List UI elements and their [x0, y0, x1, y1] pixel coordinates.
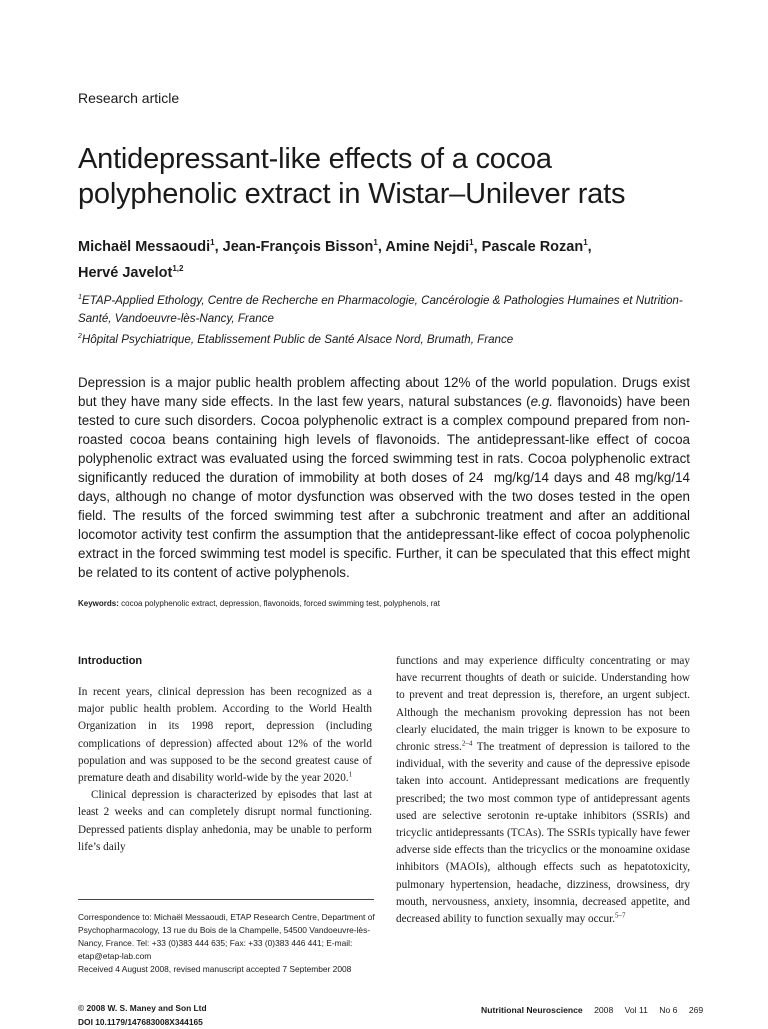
- keywords-label: Keywords:: [78, 599, 119, 608]
- author-name: Michaël Messaoudi: [78, 238, 211, 255]
- keywords-text: cocoa polyphenolic extract, depression, flavonoids, forced swimming test, polyphenols, rat: [121, 599, 440, 608]
- intro-paragraph-continued: functions and may experience difficulty concentrating or may have recurrent thoughts of death or suicide. Understanding how to prevent and treat depression is, therefore, an urgent subject. Although the mechanism provoking depression has not been clearly elucidated, the main trigger is known to be exposure to chronic stress.$^{2-4}$ The treatment of depression is tailored to the individual, with the severity and cause of the depressive episode taken into account. Antidepressant medications are frequently prescribed; the two most common type of antidepressant agents used are selective serotonin re-uptake inhibitors (SSRIs) and tricyclic antidepressants (TCAs). The SSRIs typically have fewer adverse side effects than the tricyclics or the monoamine oxidase inhibitors (MAOIs), although effects such as hepatotoxicity, pulmonary hypertension, headache, dizziness, drowsiness, dry mouth, nervousness, anxiety, insomnia, decreased appetite, and decreased ability to function sexually may occur.$^{5-7}$: [396, 655, 690, 926]
- copyright-line: © 2008 W. S. Maney and Son Ltd: [78, 1003, 207, 1013]
- section-heading: Introduction: [78, 655, 143, 667]
- footnote-divider: [78, 899, 374, 900]
- author-name: Hervé Javelot: [78, 264, 173, 281]
- journal-name: Nutritional Neuroscience: [481, 1005, 583, 1015]
- author-affiliation-mark: 1: [583, 238, 588, 247]
- footer-number: No 6: [659, 1005, 678, 1015]
- author-name: Amine Nejdi: [385, 238, 470, 255]
- author-name: Pascale Rozan: [481, 238, 584, 255]
- citation-ref: 2–4: [461, 739, 473, 748]
- author-affiliation-mark: 1: [469, 238, 474, 247]
- author-affiliation-mark: 1: [210, 238, 215, 247]
- affiliation-1: $^1$ETAP-Applied Ethology, Centre de Recherche en Pharmacologie, Cancérologie & Pathologies Humaines et Nutrition-Santé, Vandoeuvre-lès-Nancy, France: [78, 293, 683, 325]
- abstract-eg: e.g.: [530, 394, 553, 409]
- left-column: [78, 655, 372, 856]
- footer-volume: Vol 11: [624, 1005, 648, 1015]
- right-column: [396, 653, 690, 928]
- affiliation-2: $^2$Hôpital Psychiatrique, Etablissement Public de Santé Alsace Nord, Brumath, France: [78, 332, 514, 346]
- author-name: Jean-François Bisson: [222, 238, 374, 255]
- author-affiliation-mark: 1,2: [172, 263, 184, 273]
- intro-paragraph-1: In recent years, clinical depression has been recognized as a major public health problem. According to the World Health Organization in its 1998 report, depression (including complications of depression) affected about 12% of the world population and was supposed to be the second greatest cause of premature death and disability world-wide by the year 2020.$^1$: [78, 686, 372, 785]
- abstract: Depression is a major public health problem affecting about 12% of the world population. Drugs exist but they have many side effects. In the last few years, natural substances (e.g. flavonoids) have been tested to cure such disorders. Cocoa polyphenolic extract is a complex compound prepared from non-roasted cocoa beans containing high levels of flavonoids. The antidepressant-like effect of cocoa polyphenolic extract was evaluated using the forced swimming test in rats. Cocoa polyphenolic extract significantly reduced the duration of immobility at both doses of 24 mg/kg/14 days and 48 mg/kg/14 days, although no change of motor dysfunction was observed with the two doses tested in the open field. The results of the forced swimming test after a subchronic treatment and after an additional locomotor activity test confirm the assumption that the antidepressant-like effect of cocoa polyphenolic extract in the forced swimming test model is specific. Further, it can be speculated that this effect might be related to its content of active polyphenols.: [78, 375, 690, 580]
- keywords: [78, 599, 698, 608]
- received-dates: Received 4 August 2008, revised manuscript accepted 7 September 2008: [78, 964, 352, 975]
- copyright-block: [78, 1001, 207, 1029]
- author-affiliation-mark: 1: [373, 238, 378, 247]
- article-type-label: Research article: [78, 90, 180, 106]
- intro-paragraph-2: Clinical depression is characterized by episodes that last at least 2 weeks and can completely disrupt normal functioning. Depressed patients display anhedonia, may be unable to perform life’s daily: [78, 789, 372, 853]
- affiliations: [78, 289, 708, 349]
- correspondence-address: Correspondence to: Michaël Messaoudi, ETAP Research Centre, Department of Psychopharmacology, 13 rue du Bois de la Champelle, 54500 Vandoeuvre-lès-Nancy, France. Tel: +33 (0)383 444 635; Fax: +33 (0)383 446 441; E-mail: etap@etap-lab.com: [78, 912, 375, 962]
- author-list: Michaël Messaoudi$^1$, Jean-François Bisson$^1$, Amine Nejdi$^1$, Pascale Rozan$^1$, Hervé Javelot$^{1,2}$: [78, 238, 592, 281]
- doi-line: DOI 10.1179/147683008X344165: [78, 1017, 203, 1027]
- running-footer: [481, 1005, 712, 1015]
- page-number: 269: [688, 1005, 704, 1015]
- citation-ref: 1: [348, 770, 353, 779]
- citation-ref: 5–7: [615, 911, 626, 920]
- footer-year: 2008: [594, 1005, 614, 1015]
- paper-title: Antidepressant-like effects of a cocoa polyphenolic extract in Wistar–Unilever rats: [78, 143, 626, 210]
- correspondence-note: [78, 911, 376, 976]
